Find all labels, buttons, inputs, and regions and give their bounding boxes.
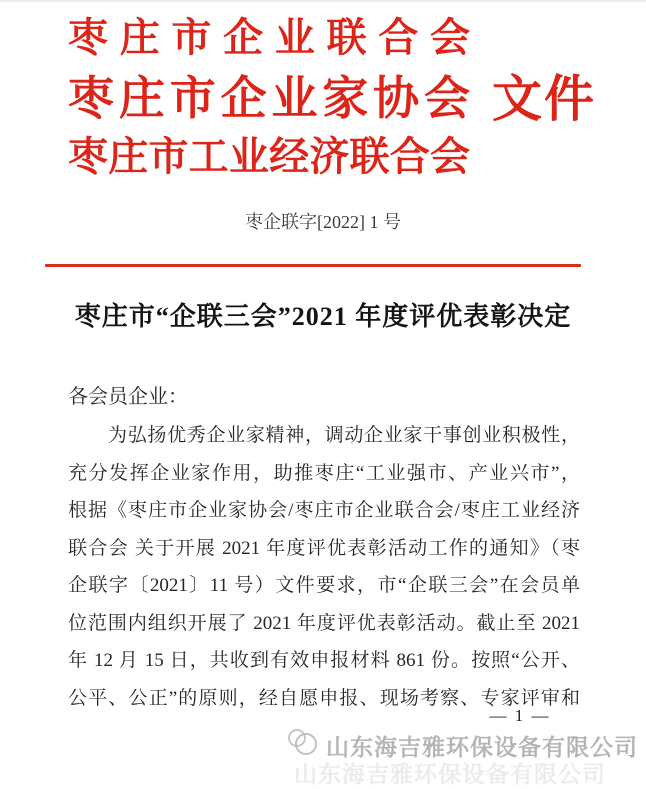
body-line: 公平、公正”的原则，经自愿申报、现场考察、专家评审和	[68, 687, 580, 709]
red-divider-rule	[45, 264, 581, 267]
scan-edge	[0, 0, 646, 2]
doc-number: 枣企联字[2022] 1 号	[245, 212, 401, 232]
letterhead-row-2	[68, 66, 646, 132]
doc-title: 枣庄市“企联三会”2021 年度评优表彰决定	[74, 302, 572, 331]
org-name-line-1: 枣庄市企业联合会	[68, 15, 470, 60]
salutation: 各会员企业：	[68, 386, 188, 408]
org-name-line-2: 枣庄市企业家协会	[68, 73, 470, 124]
page-number: — 1 —	[489, 706, 551, 725]
body-line: 根据《枣庄市企业家协会/枣庄市企业联合会/枣庄工业经济	[68, 500, 580, 521]
doc-type-label: 文件	[492, 71, 596, 127]
body-line: 为弘扬优秀企业家精神，调动企业家干事创业积极性，	[108, 425, 580, 446]
letterhead	[68, 10, 646, 182]
body-line: 企联字〔2021〕11 号）文件要求，市“企联三会”在会员单	[68, 575, 580, 596]
body-line: 位范围内组织开展了 2021 年度评优表彰活动。截止至 2021	[68, 612, 580, 634]
body-line: 充分发挥企业家作用，助推枣庄“工业强市、产业兴市”，	[68, 462, 580, 484]
body-line: 年 12 月 15 日，共收到有效申报材料 861 份。按照“公开、	[68, 650, 580, 671]
org-name-line-3: 枣庄市工业经济联合会	[68, 134, 470, 179]
body-paragraph	[68, 417, 580, 717]
company-watermark-faint: 山东海吉雅环保设备有限公司	[294, 761, 606, 787]
body-line: 联合会 关于开展 2021 年度评优表彰活动工作的通知》（枣	[68, 537, 580, 559]
company-watermark-text: 山东海吉雅环保设备有限公司	[326, 733, 638, 760]
